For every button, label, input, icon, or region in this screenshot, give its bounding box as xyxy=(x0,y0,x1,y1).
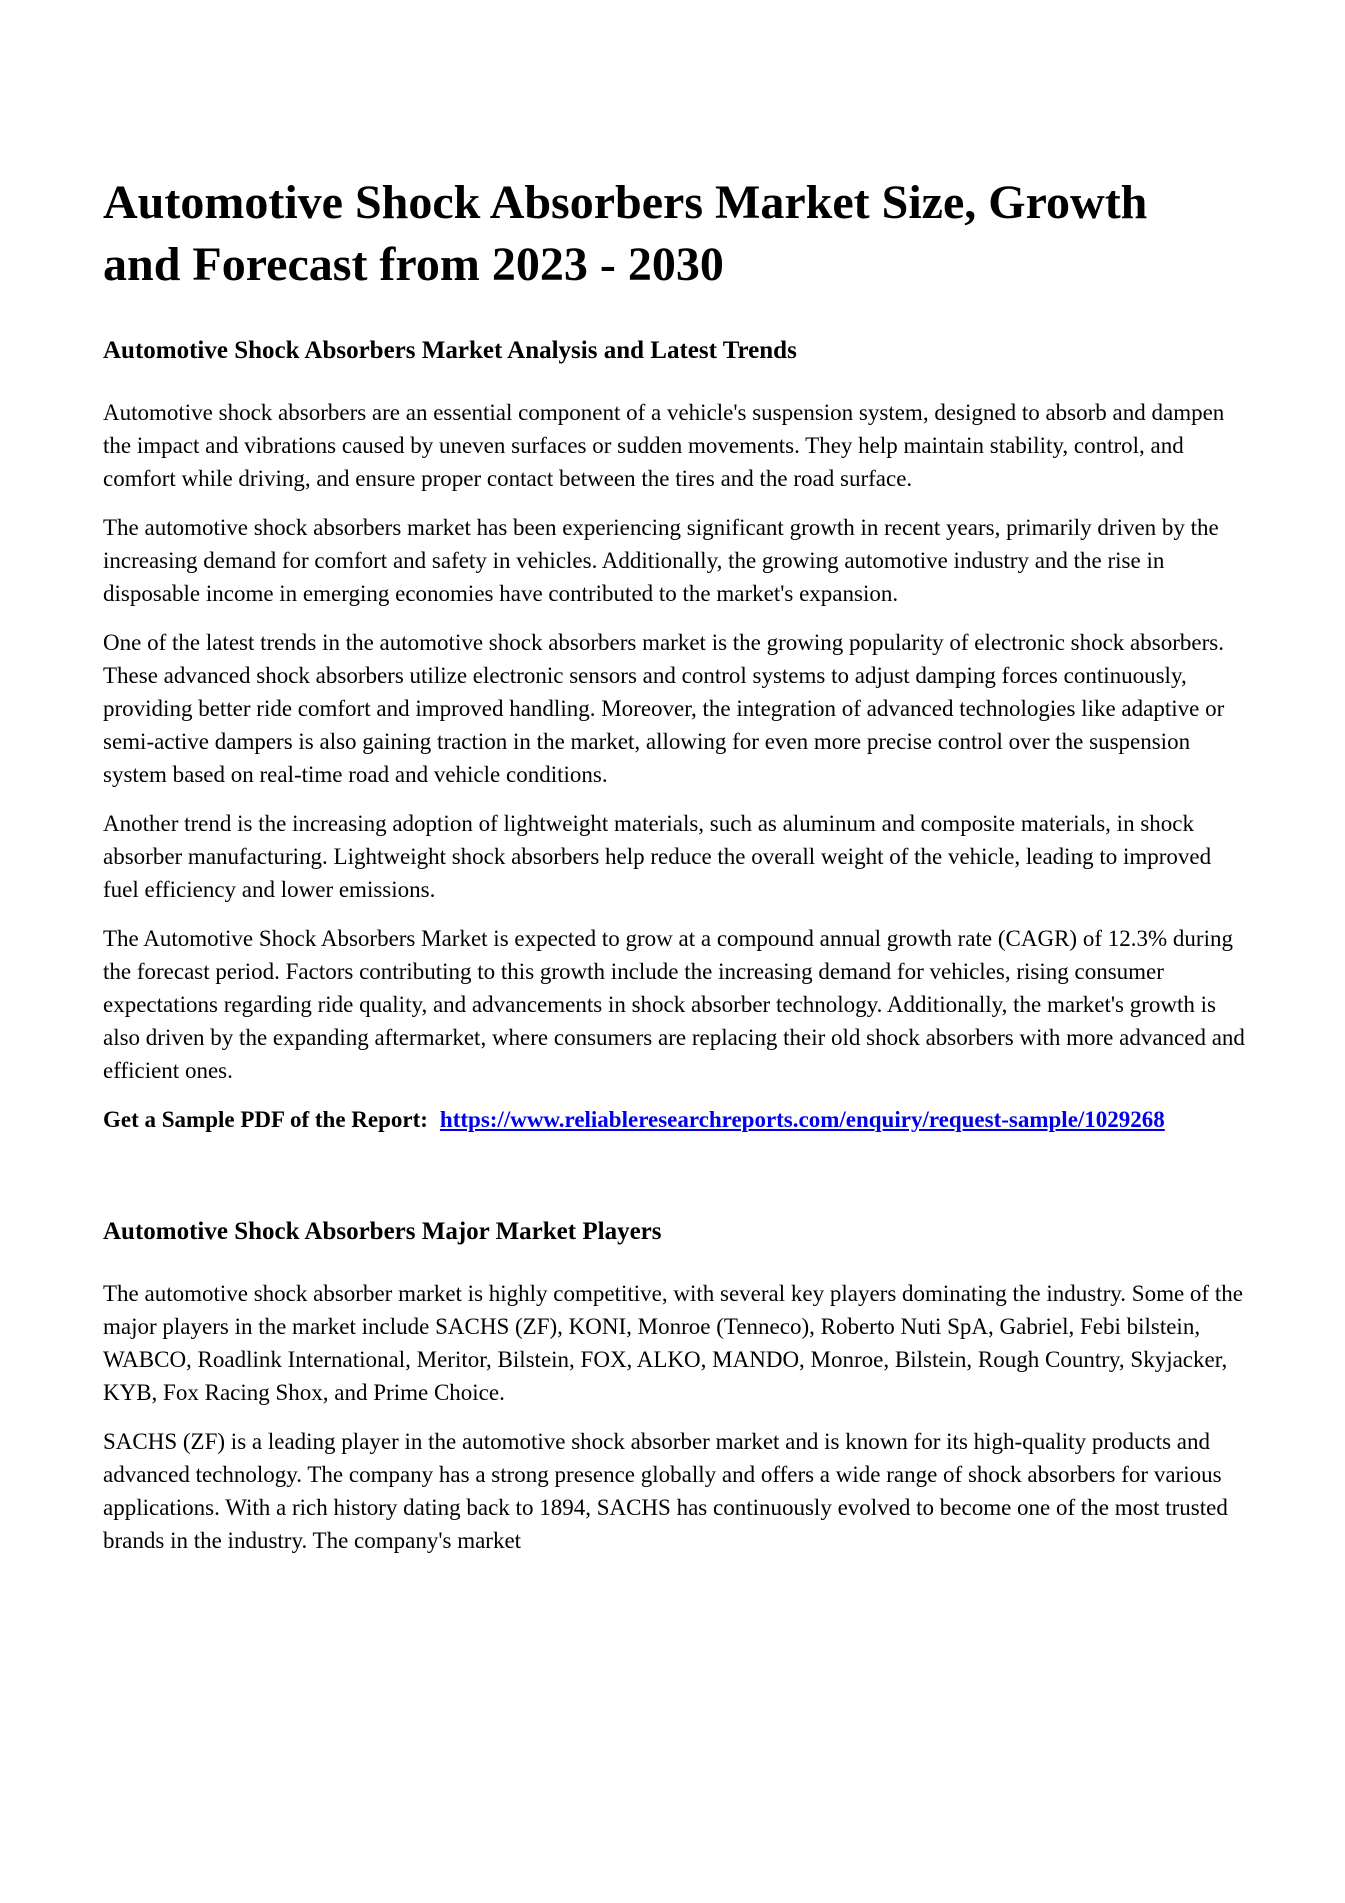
page-title: Automotive Shock Absorbers Market Size, Growth and Forecast from 2023 - 2030 xyxy=(103,176,1148,291)
sample-cta-label: Get a Sample PDF of the Report: xyxy=(103,1107,428,1132)
paragraph-players: The automotive shock absorber market is highly competitive, with several key players dominating the industry. Some of the major players in the market include SACHS (ZF), KONI, Monroe (Tenneco), Roberto Nuti SpA, Gabriel, Febi bilstein, WABCO, Roadlink International, Meritor, Bilstein, FOX, ALKO, MANDO, Monroe, Bilstein, Rough Country, Skyjacker, KYB, Fox Racing Shox, and Prime Choice. xyxy=(103,1281,1243,1405)
sample-report-link[interactable]: https://www.reliableresearchreports.com/enquiry/request-sample/1029268 xyxy=(439,1107,1165,1132)
players-section-heading: Automotive Shock Absorbers Major Market Players xyxy=(103,1218,662,1245)
paragraph-intro: Automotive shock absorbers are an essential component of a vehicle's suspension system, designed to absorb and dampen the impact and vibrations caused by uneven surfaces or sudden movements. They help maintain stability, control, and comfort while driving, and ensure proper contact between the tires and the road surface. xyxy=(103,400,1225,491)
paragraph-electronic-trend: One of the latest trends in the automotive shock absorbers market is the growing popularity of electronic shock absorbers. These advanced shock absorbers utilize electronic sensors and control systems to adjust damping forces continuously, providing better ride comfort and improved handling. Moreover, the integration of advanced technologies like adaptive or semi-active dampers is also gaining traction in the market, allowing for even more precise control over the suspension system based on real-time road and vehicle conditions. xyxy=(103,630,1225,787)
paragraph-lightweight-trend: Another trend is the increasing adoption of lightweight materials, such as aluminum and composite materials, in shock absorber manufacturing. Lightweight shock absorbers help reduce the overall weight of the vehicle, leading to improved fuel efficiency and lower emissions. xyxy=(103,811,1212,902)
sample-cta-line xyxy=(103,1103,1245,1136)
paragraph-sachs: SACHS (ZF) is a leading player in the automotive shock absorber market and is known for its high-quality products and advanced technology. The company has a strong presence globally and offers a wide range of shock absorbers for various applications. With a rich history dating back to 1894, SACHS has continuously evolved to become one of the most trusted brands in the industry. The company's market xyxy=(103,1429,1228,1553)
paragraph-cagr: The Automotive Shock Absorbers Market is expected to grow at a compound annual growth rate (CAGR) of 12.3% during the forecast period. Factors contributing to this growth include the increasing demand for vehicles, rising consumer expectations regarding ride quality, and advancements in shock absorber technology. Additionally, the market's growth is also driven by the expanding aftermarket, where consumers are replacing their old shock absorbers with more advanced and efficient ones. xyxy=(103,926,1245,1083)
trends-section-heading: Automotive Shock Absorbers Market Analysis and Latest Trends xyxy=(103,337,797,364)
paragraph-market-growth: The automotive shock absorbers market has been experiencing significant growth in recent years, primarily driven by the increasing demand for comfort and safety in vehicles. Additionally, the growing automotive industry and the rise in disposable income in emerging economies have contributed to the market's expansion. xyxy=(103,515,1219,606)
